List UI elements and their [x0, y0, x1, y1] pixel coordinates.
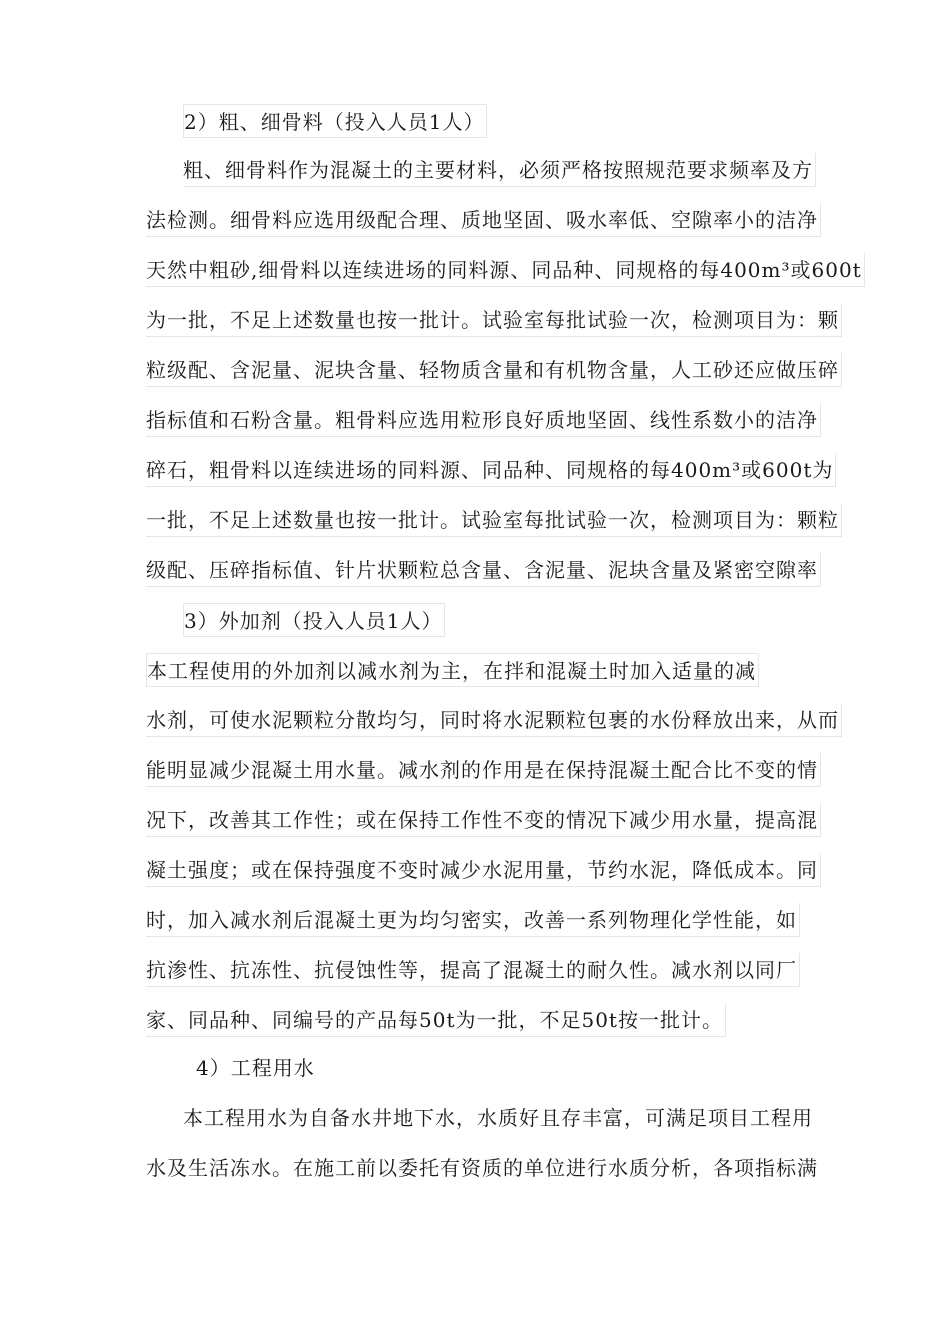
paragraph-line: 抗渗性、抗冻性、抗侵蚀性等，提高了混凝土的耐久性。减水剂以同厂	[146, 953, 800, 987]
paragraph-line: 粗、细骨料作为混凝土的主要材料，必须严格按照规范要求频率及方	[183, 153, 816, 187]
paragraph-line: 凝土强度；或在保持强度不变时减少水泥用量，节约水泥，降低成本。同	[146, 853, 821, 887]
paragraph-line: 天然中粗砂,细骨料以连续进场的同料源、同品种、同规格的每400m³或600t	[146, 253, 865, 287]
paragraph-line: 水剂，可使水泥颗粒分散均匀，同时将水泥颗粒包裹的水份释放出来，从而	[146, 703, 842, 737]
paragraph-line: 能明显减少混凝土用水量。减水剂的作用是在保持混凝土配合比不变的情	[146, 753, 821, 787]
paragraph-line: 本工程用水为自备水井地下水，水质好且存丰富，可满足项目工程用	[183, 1106, 813, 1130]
paragraph-line: 粒级配、含泥量、泥块含量、轻物质含量和有机物含量，人工砂还应做压碎	[146, 353, 842, 387]
paragraph-line: 为一批，不足上述数量也按一批计。试验室每批试验一次，检测项目为：颗	[146, 303, 842, 337]
paragraph-line: 况下，改善其工作性；或在保持工作性不变的情况下减少用水量，提高混	[146, 803, 821, 837]
section-heading-water: 4）工程用水	[196, 1056, 315, 1080]
paragraph-line: 级配、压碎指标值、针片状颗粒总含量、含泥量、泥块含量及紧密空隙率	[146, 553, 821, 587]
paragraph-line: 指标值和石粉含量。粗骨料应选用粒形良好质地坚固、线性系数小的洁净	[146, 403, 821, 437]
paragraph-line: 一批，不足上述数量也按一批计。试验室每批试验一次，检测项目为：颗粒	[146, 503, 842, 537]
paragraph-line: 时，加入减水剂后混凝土更为均匀密实，改善一系列物理化学性能，如	[146, 903, 800, 937]
paragraph-line: 法检测。细骨料应选用级配合理、质地坚固、吸水率低、空隙率小的洁净	[146, 203, 821, 237]
section-heading-admixture: 3）外加剂（投入人员1人）	[183, 603, 445, 637]
paragraph-line: 本工程使用的外加剂以减水剂为主，在拌和混凝土时加入适量的减	[146, 653, 759, 687]
section-heading-aggregates: 2）粗、细骨料（投入人员1人）	[183, 104, 487, 138]
paragraph-line: 碎石，粗骨料以连续进场的同料源、同品种、同规格的每400m³或600t为	[146, 453, 836, 487]
paragraph-line: 水及生活冻水。在施工前以委托有资质的单位进行水质分析，各项指标满	[146, 1156, 818, 1180]
paragraph-line: 家、同品种、同编号的产品每50t为一批，不足50t按一批计。	[146, 1003, 726, 1037]
